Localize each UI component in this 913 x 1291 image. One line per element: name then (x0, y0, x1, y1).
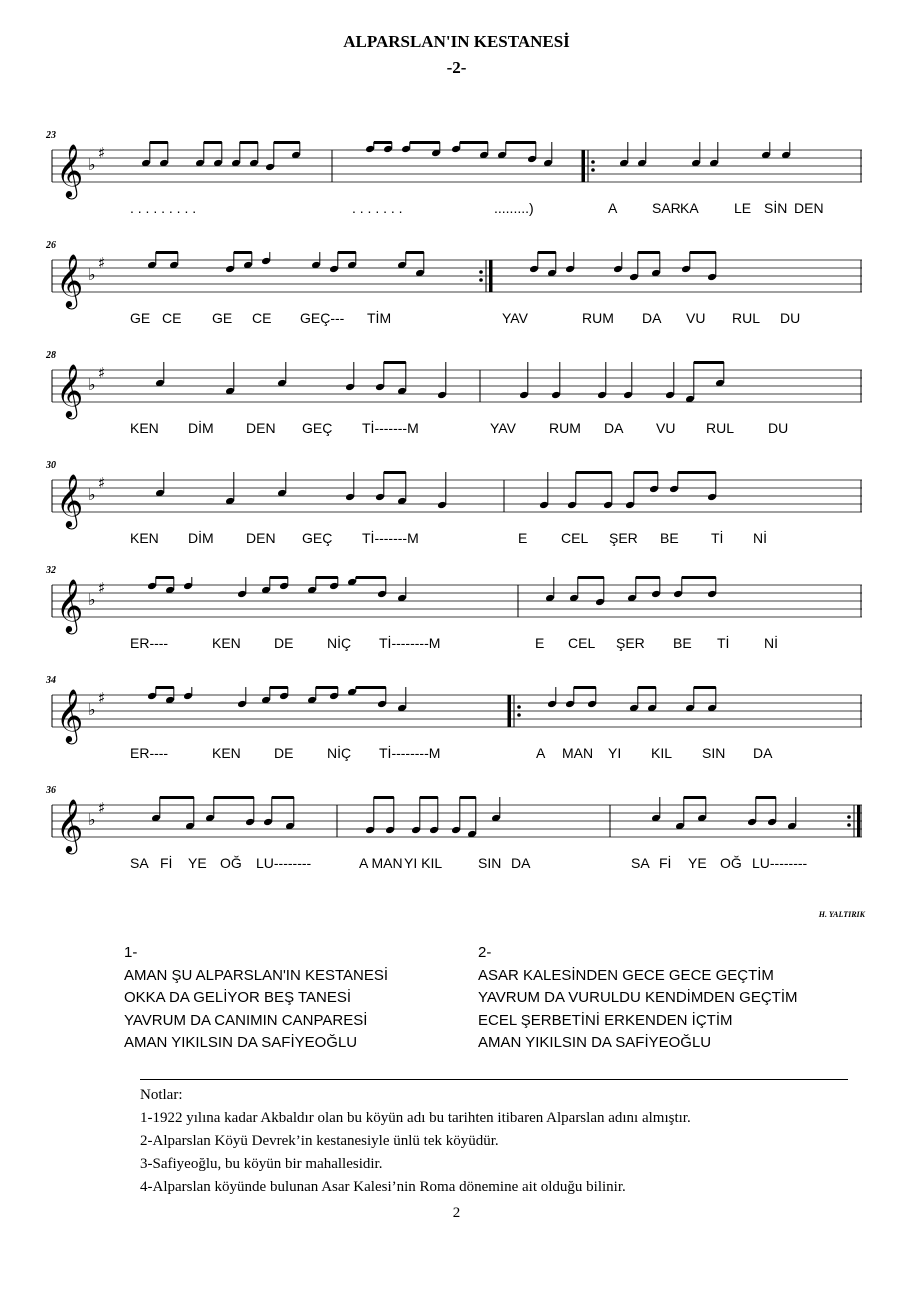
repeat-dot (847, 815, 851, 819)
verse-line: YAVRUM DA CANIMIN CANPARESİ (124, 1011, 368, 1029)
measure-number: 30 (46, 460, 56, 471)
lyric-syllable: DE (274, 635, 294, 651)
verse-line: YAVRUM DA VURULDU KENDİMDEN GEÇTİM (478, 989, 798, 1006)
lyric-syllable: DU (768, 420, 789, 436)
flat-icon: ♭ (88, 265, 96, 284)
lyric-syllable: OĞ (720, 855, 742, 871)
note-beam (574, 686, 596, 689)
sharp-icon: ♯ (98, 254, 106, 272)
lyric-syllable: GE (212, 310, 233, 326)
treble-clef-icon: 𝄞 (56, 578, 84, 632)
note-beam (694, 686, 716, 689)
lyric-syllable: SAR (652, 200, 681, 216)
note-beam (374, 796, 394, 799)
staff (52, 460, 862, 540)
repeat-bar (582, 150, 585, 182)
flat-icon: ♭ (88, 590, 96, 609)
note-beam (374, 141, 392, 144)
note-item: 3-Safiyeoğlu, bu köyün bir mahallesidir. (140, 1156, 383, 1172)
staff (52, 350, 862, 430)
lyric-syllable: YI (608, 745, 622, 761)
note-beam (384, 471, 406, 474)
note-beam (506, 141, 536, 144)
note-beam (356, 686, 386, 689)
lyric-syllable: GEÇ--- (300, 310, 345, 326)
verse-number: 2- (478, 944, 492, 961)
lyric-syllable: LE (734, 200, 752, 216)
flat-icon: ♭ (88, 810, 96, 829)
note-beam (272, 796, 294, 799)
lyric-syllable: ER---- (130, 635, 169, 651)
note-beam (460, 796, 476, 799)
lyric-syllable: BE (673, 635, 692, 651)
note-beam (156, 576, 174, 579)
flat-icon: ♭ (88, 375, 96, 394)
page-number: 2 (452, 1205, 461, 1221)
measure-number: 36 (46, 785, 56, 796)
verse-1 (124, 942, 388, 1055)
lyric-syllable: DA (511, 855, 531, 871)
lyric-syllable: KEN (130, 530, 159, 546)
lyric-syllable: KA (680, 200, 699, 216)
verse-line: AMAN YIKILSIN DA SAFİYEOĞLU (124, 1034, 358, 1051)
note-beam (270, 576, 288, 579)
lyric-syllable: ER---- (130, 745, 169, 761)
lyric-syllable: DEN (246, 530, 276, 546)
note-beam (214, 796, 254, 799)
lyric-syllable: GEÇ (302, 420, 333, 436)
lyric-syllable: KEN (212, 745, 241, 761)
note-beam (576, 471, 612, 474)
lyric-syllable: OĞ (220, 855, 242, 871)
note-beam (634, 471, 658, 474)
verse-line: ASAR KALESİNDEN GECE GECE GEÇTİM (478, 966, 774, 984)
lyric-syllable: YE (188, 855, 207, 871)
staff (52, 240, 862, 320)
measure-number: 28 (46, 350, 56, 361)
lyric-syllable: SA (631, 855, 650, 871)
lyric-syllable: GE (130, 310, 151, 326)
staff-system (46, 130, 862, 220)
lyric-syllable: .........) (494, 200, 534, 216)
note-item: 2-Alparslan Köyü Devrek’in kestanesiyle ünlü tek köyüdür. (140, 1133, 499, 1149)
lyric-syllable: SA (130, 855, 149, 871)
note-beam (690, 251, 716, 254)
lyric-syllable: Tİ--------M (379, 745, 441, 761)
lyric-syllable: SİN (764, 200, 788, 216)
lyric-syllable: DİM (188, 530, 214, 546)
lyric-syllable: MAN (562, 745, 594, 761)
note-beam (270, 686, 288, 689)
staff-system (46, 565, 862, 655)
note-beam (638, 251, 660, 254)
lyric-syllable: CEL (568, 635, 596, 651)
note-beam (678, 471, 716, 474)
verse-2 (478, 942, 797, 1055)
lyric-syllable: DE (274, 745, 294, 761)
repeat-dot (517, 713, 521, 717)
lyric-syllable: Tİ-------M (362, 420, 419, 436)
note-beam (756, 796, 776, 799)
treble-clef-icon: 𝄞 (56, 473, 84, 527)
lyric-syllable: Fİ (659, 855, 672, 871)
verse-line: AMAN YIKILSIN DA SAFİYEOĞLU (478, 1034, 712, 1051)
verse-line: OKKA DA GELİYOR BEŞ TANESİ (124, 989, 352, 1006)
treble-clef-icon: 𝄞 (56, 253, 84, 307)
lyric-syllable: VU (686, 310, 706, 326)
note-beam (240, 141, 258, 144)
note-item: 1-1922 yılına kadar Akbaldır olan bu köyün adı bu tarihten itibaren Alparslan adını almıştır. (140, 1110, 691, 1126)
lyric-syllable: RUM (549, 420, 581, 436)
staff (52, 565, 862, 645)
lyric-syllable: DİM (188, 420, 214, 436)
note-beam (410, 141, 440, 144)
page-title: ALPARSLAN'IN KESTANESİ (343, 32, 570, 51)
lyric-syllable: YE (688, 855, 707, 871)
lyric-syllable: Tİ (717, 635, 730, 651)
lyric-syllable: LU-------- (256, 855, 312, 871)
sharp-icon: ♯ (98, 579, 106, 597)
sharp-icon: ♯ (98, 364, 106, 382)
note-beam (684, 796, 706, 799)
notes-divider (140, 1079, 848, 1080)
repeat-bar (857, 805, 860, 837)
note-beam (356, 576, 386, 579)
notes-heading: Notlar: (140, 1087, 183, 1103)
lyric-syllable: KEN (212, 635, 241, 651)
note-beam (682, 576, 716, 579)
lyric-syllable: DEN (246, 420, 276, 436)
lyric-syllable: YI KIL (404, 855, 443, 871)
note-beam (316, 576, 338, 579)
measure-number: 26 (46, 240, 56, 251)
lyric-syllable: DA (642, 310, 662, 326)
lyric-syllable: TİM (367, 310, 392, 326)
lyric-syllable: Fİ (160, 855, 173, 871)
note-beam (274, 141, 300, 144)
note-beam (694, 361, 724, 364)
repeat-dot (479, 270, 483, 274)
note-beam (384, 361, 406, 364)
lyric-syllable: YAV (502, 310, 528, 326)
treble-clef-icon: 𝄞 (56, 688, 84, 742)
sharp-icon: ♯ (98, 144, 106, 162)
note-beam (338, 251, 356, 254)
measure-number: 32 (46, 565, 56, 576)
lyric-syllable: Nİ (764, 635, 778, 651)
staff-system (46, 785, 862, 875)
lyric-syllable: DEN (794, 200, 824, 216)
lyric-syllable: E (535, 635, 545, 651)
note-beam (636, 576, 660, 579)
note-beam (460, 141, 488, 144)
lyric-syllable: DU (780, 310, 801, 326)
lyric-syllable: CEL (561, 530, 589, 546)
staff-system (46, 350, 862, 440)
note-beam (160, 796, 194, 799)
lyric-syllable: DA (604, 420, 624, 436)
lyric-syllable: RUM (582, 310, 614, 326)
measure-number: 34 (46, 675, 56, 686)
lyric-syllable: CE (252, 310, 272, 326)
measure-number: 23 (46, 130, 56, 141)
repeat-bar (508, 695, 511, 727)
lyric-syllable: SIN (478, 855, 502, 871)
sharp-icon: ♯ (98, 799, 106, 817)
treble-clef-icon: 𝄞 (56, 798, 84, 852)
note-beam (538, 251, 556, 254)
flat-icon: ♭ (88, 700, 96, 719)
repeat-dot (847, 823, 851, 827)
page-marker: -2- (446, 58, 467, 77)
lyric-syllable: . . . . . . . (352, 200, 403, 216)
flat-icon: ♭ (88, 485, 96, 504)
lyric-syllable: A (608, 200, 618, 216)
lyric-syllable: Tİ-------M (362, 530, 419, 546)
note-beam (150, 141, 168, 144)
repeat-bar (489, 260, 492, 292)
verse-line: ECEL ŞERBETİNİ ERKENDEN İÇTİM (478, 1011, 733, 1029)
lyric-syllable: ŞER (616, 635, 645, 651)
notes-section (140, 1084, 860, 1199)
note-beam (578, 576, 604, 579)
sharp-icon: ♯ (98, 474, 106, 492)
lyric-syllable: CE (162, 310, 182, 326)
note-beam (316, 686, 338, 689)
lyric-syllable: YAV (490, 420, 516, 436)
lyric-syllable: SIN (702, 745, 726, 761)
staff (52, 785, 862, 865)
sharp-icon: ♯ (98, 689, 106, 707)
note-item: 4-Alparslan köyünde bulunan Asar Kalesi’nin Roma dönemine ait olduğu bilinir. (140, 1179, 626, 1195)
lyric-syllable: . . . . . . . . . (130, 200, 197, 216)
lyric-syllable: Nİ (753, 530, 767, 546)
repeat-dot (479, 278, 483, 282)
lyric-syllable: KIL (651, 745, 673, 761)
note-beam (234, 251, 252, 254)
lyric-syllable: E (518, 530, 528, 546)
lyric-syllable: RUL (732, 310, 761, 326)
verse-number: 1- (124, 944, 138, 961)
verse-line: AMAN ŞU ALPARSLAN'IN KESTANESİ (124, 966, 389, 984)
lyric-syllable: GEÇ (302, 530, 333, 546)
lyric-syllable: NİÇ (327, 745, 352, 761)
lyric-syllable: RUL (706, 420, 735, 436)
staff-system (46, 460, 862, 550)
lyric-syllable: Tİ (711, 530, 724, 546)
lyric-syllable: DA (753, 745, 773, 761)
note-beam (638, 686, 656, 689)
staff-system (46, 675, 862, 765)
arranger-credit: H. YALTIRIK (818, 910, 865, 919)
lyric-syllable: KEN (130, 420, 159, 436)
staff (52, 130, 862, 210)
repeat-dot (517, 705, 521, 709)
lyric-syllable: BE (660, 530, 679, 546)
lyric-syllable: LU-------- (752, 855, 808, 871)
lyric-syllable: ŞER (609, 530, 638, 546)
flat-icon: ♭ (88, 155, 96, 174)
lyric-syllable: A (536, 745, 546, 761)
lyric-syllable: NİÇ (327, 635, 352, 651)
lyric-syllable: A MAN (359, 855, 403, 871)
note-beam (156, 251, 178, 254)
note-beam (420, 796, 438, 799)
note-beam (204, 141, 222, 144)
staff-system (46, 240, 862, 330)
note-beam (406, 251, 424, 254)
lyric-syllable: Tİ--------M (379, 635, 441, 651)
treble-clef-icon: 𝄞 (56, 143, 84, 197)
treble-clef-icon: 𝄞 (56, 363, 84, 417)
staff (52, 675, 862, 755)
repeat-dot (591, 168, 595, 172)
repeat-dot (591, 160, 595, 164)
lyric-syllable: VU (656, 420, 676, 436)
note-beam (156, 686, 174, 689)
